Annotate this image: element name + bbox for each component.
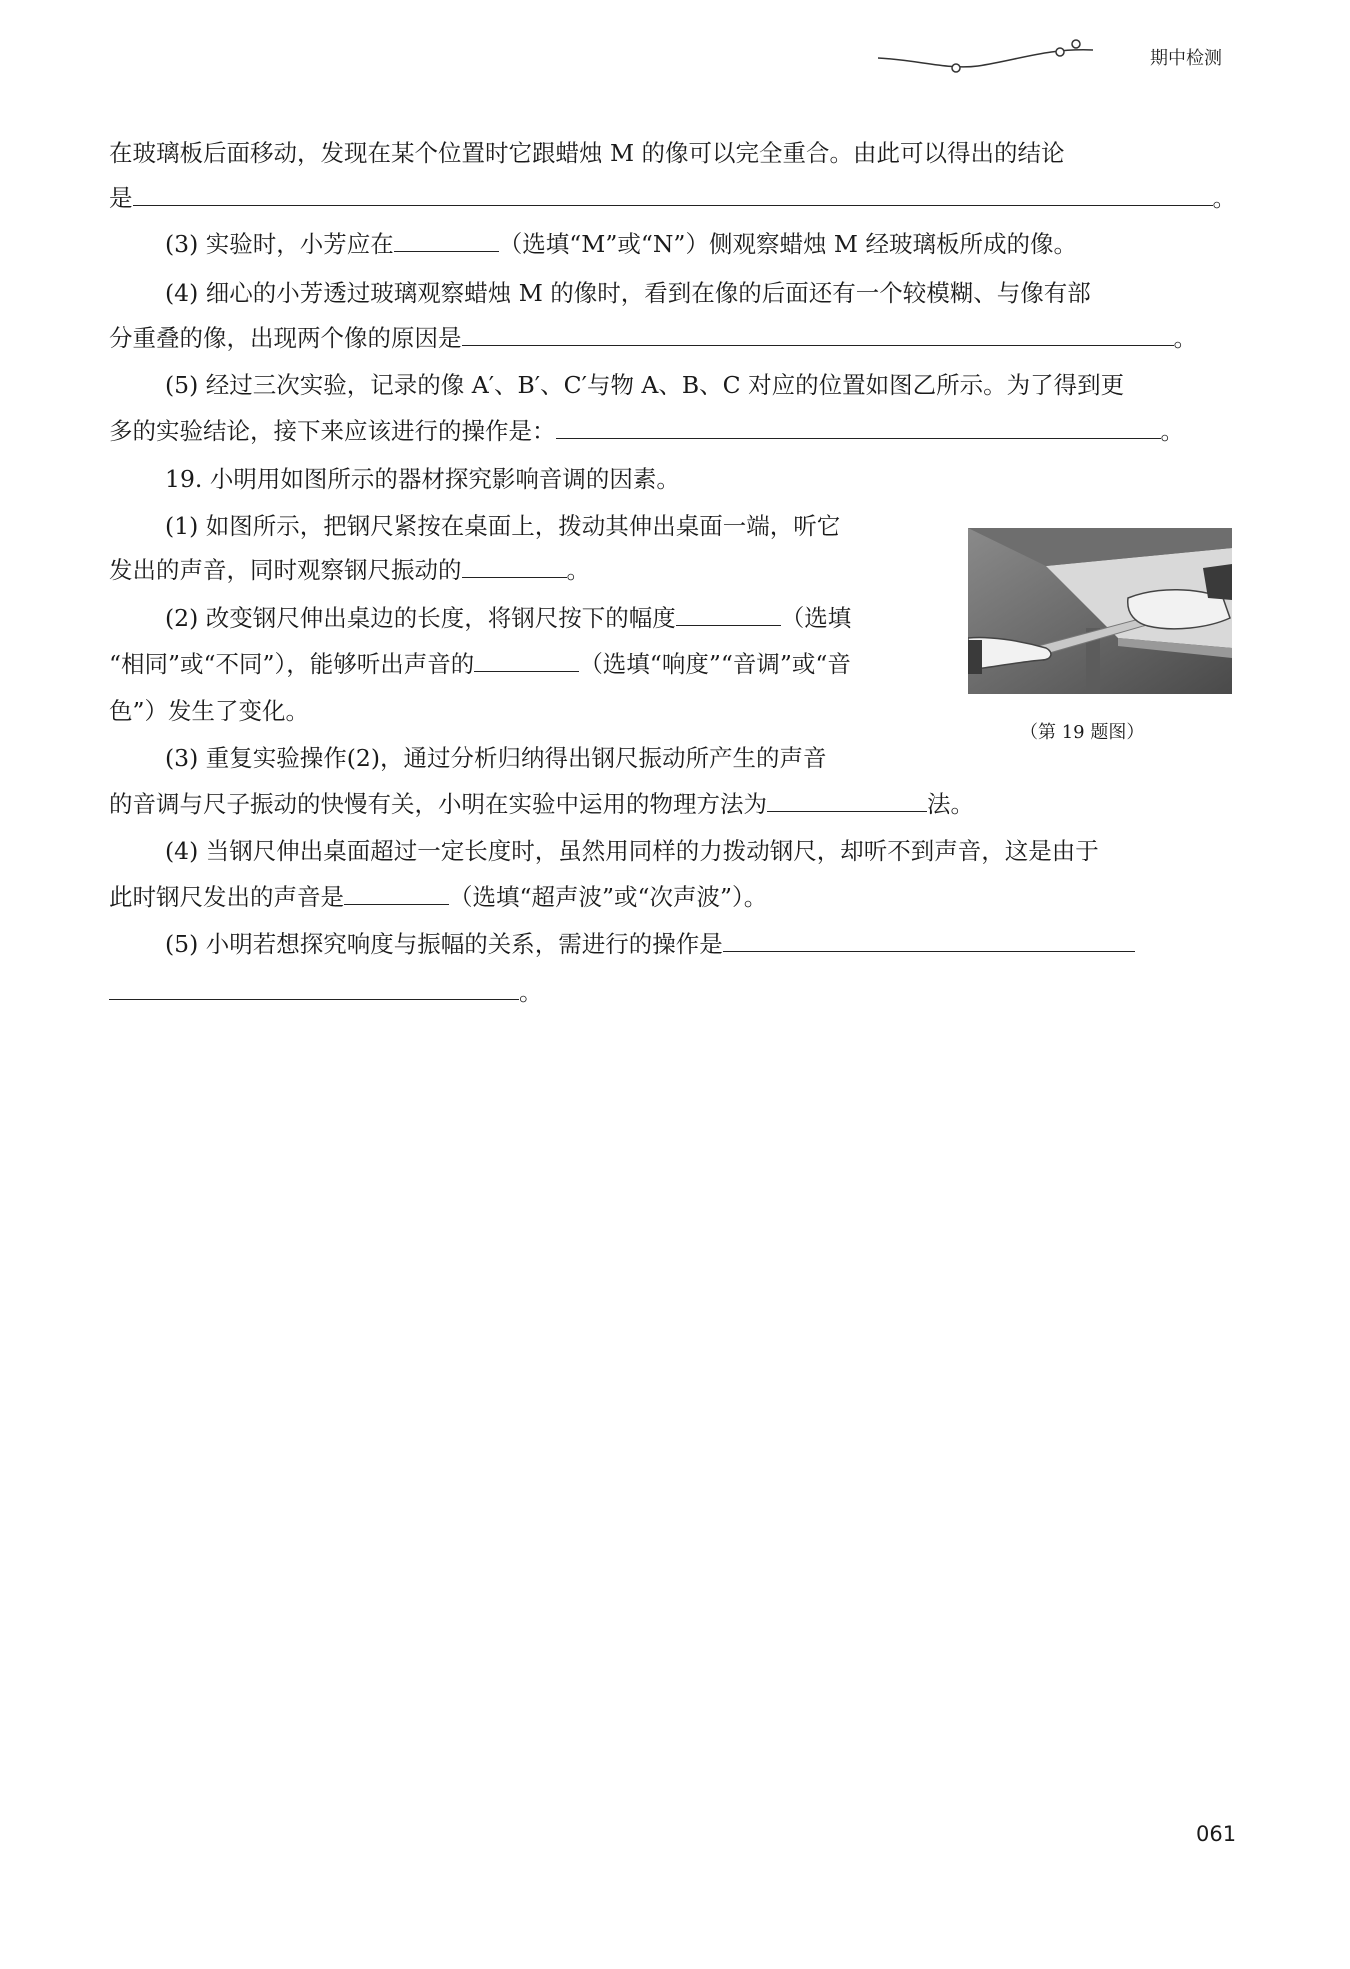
q18-part4-line2: 分重叠的像，出现两个像的原因是 。 bbox=[109, 324, 1197, 352]
q19-part5-line1: (5) 小明若想探究响度与振幅的关系，需进行的操作是 bbox=[165, 929, 1135, 959]
page-number: 061 bbox=[1196, 1822, 1237, 1846]
answer-blank[interactable] bbox=[133, 183, 1213, 206]
q18-conclusion-line: 是 。 bbox=[109, 184, 1236, 212]
q18-part5-line2: 多的实验结论，接下来应该进行的操作是： 。 bbox=[109, 417, 1184, 445]
q19-part2-line1: (2) 改变钢尺伸出桌边的长度，将钢尺按下的幅度 （选填 bbox=[165, 604, 852, 632]
q19-part1-line1: (1) 如图所示，把钢尺紧按在桌面上，拨动其伸出桌面一端，听它 bbox=[165, 512, 841, 540]
answer-blank[interactable] bbox=[474, 649, 579, 672]
answer-blank[interactable] bbox=[676, 603, 781, 626]
q19-part2-line2: “相同”或“不同”），能够听出声音的 （选填“响度”“音调”或“音 bbox=[109, 650, 851, 678]
q18-part4-line1: (4) 细心的小芳透过玻璃观察蜡烛 M 的像时，看到在像的后面还有一个较模糊、与像有部 bbox=[165, 279, 1091, 307]
q19-part3-line1: (3) 重复实验操作(2)，通过分析归纳得出钢尺振动所产生的声音 bbox=[165, 744, 827, 772]
q18-continuation-line1: 在玻璃板后面移动，发现在某个位置时它跟蜡烛 M 的像可以完全重合。由此可以得出的结论 bbox=[109, 139, 1065, 167]
answer-blank[interactable] bbox=[109, 977, 519, 1000]
q18-part3: (3) 实验时，小芳应在 （选填“M”或“N”）侧观察蜡烛 M 经玻璃板所成的像。 bbox=[165, 230, 1077, 258]
section-title: 期中检测 bbox=[1150, 48, 1222, 69]
answer-blank[interactable] bbox=[462, 323, 1174, 346]
answer-blank[interactable] bbox=[723, 929, 1135, 952]
answer-blank[interactable] bbox=[556, 416, 1161, 439]
q19-part1-line2: 发出的声音，同时观察钢尺振动的 。 bbox=[109, 556, 590, 584]
q19-part4-line1: (4) 当钢尺伸出桌面超过一定长度时，虽然用同样的力拨动钢尺，却听不到声音，这是由于 bbox=[165, 837, 1099, 865]
q19-part4-line2: 此时钢尺发出的声音是 （选填“超声波”或“次声波”）。 bbox=[109, 883, 768, 911]
header-ornament bbox=[878, 30, 1138, 80]
q19-stem: 19. 小明用如图所示的器材探究影响音调的因素。 bbox=[165, 465, 680, 493]
ruler-experiment-photo bbox=[968, 528, 1232, 694]
q19-part2-line3: 色”）发生了变化。 bbox=[109, 697, 310, 725]
q19-part5-line2: 。 bbox=[109, 977, 543, 1007]
q19-part3-line2: 的音调与尺子振动的快慢有关，小明在实验中运用的物理方法为 法。 bbox=[109, 790, 974, 818]
answer-blank[interactable] bbox=[767, 789, 927, 812]
answer-blank[interactable] bbox=[344, 882, 449, 905]
figure-caption: （第 19 题图） bbox=[1020, 722, 1145, 743]
answer-blank[interactable] bbox=[394, 229, 499, 252]
answer-blank[interactable] bbox=[462, 555, 567, 578]
q18-part5-line1: (5) 经过三次实验，记录的像 A′、B′、C′与物 A、B、C 对应的位置如图乙所示。为了得到更 bbox=[165, 371, 1125, 399]
